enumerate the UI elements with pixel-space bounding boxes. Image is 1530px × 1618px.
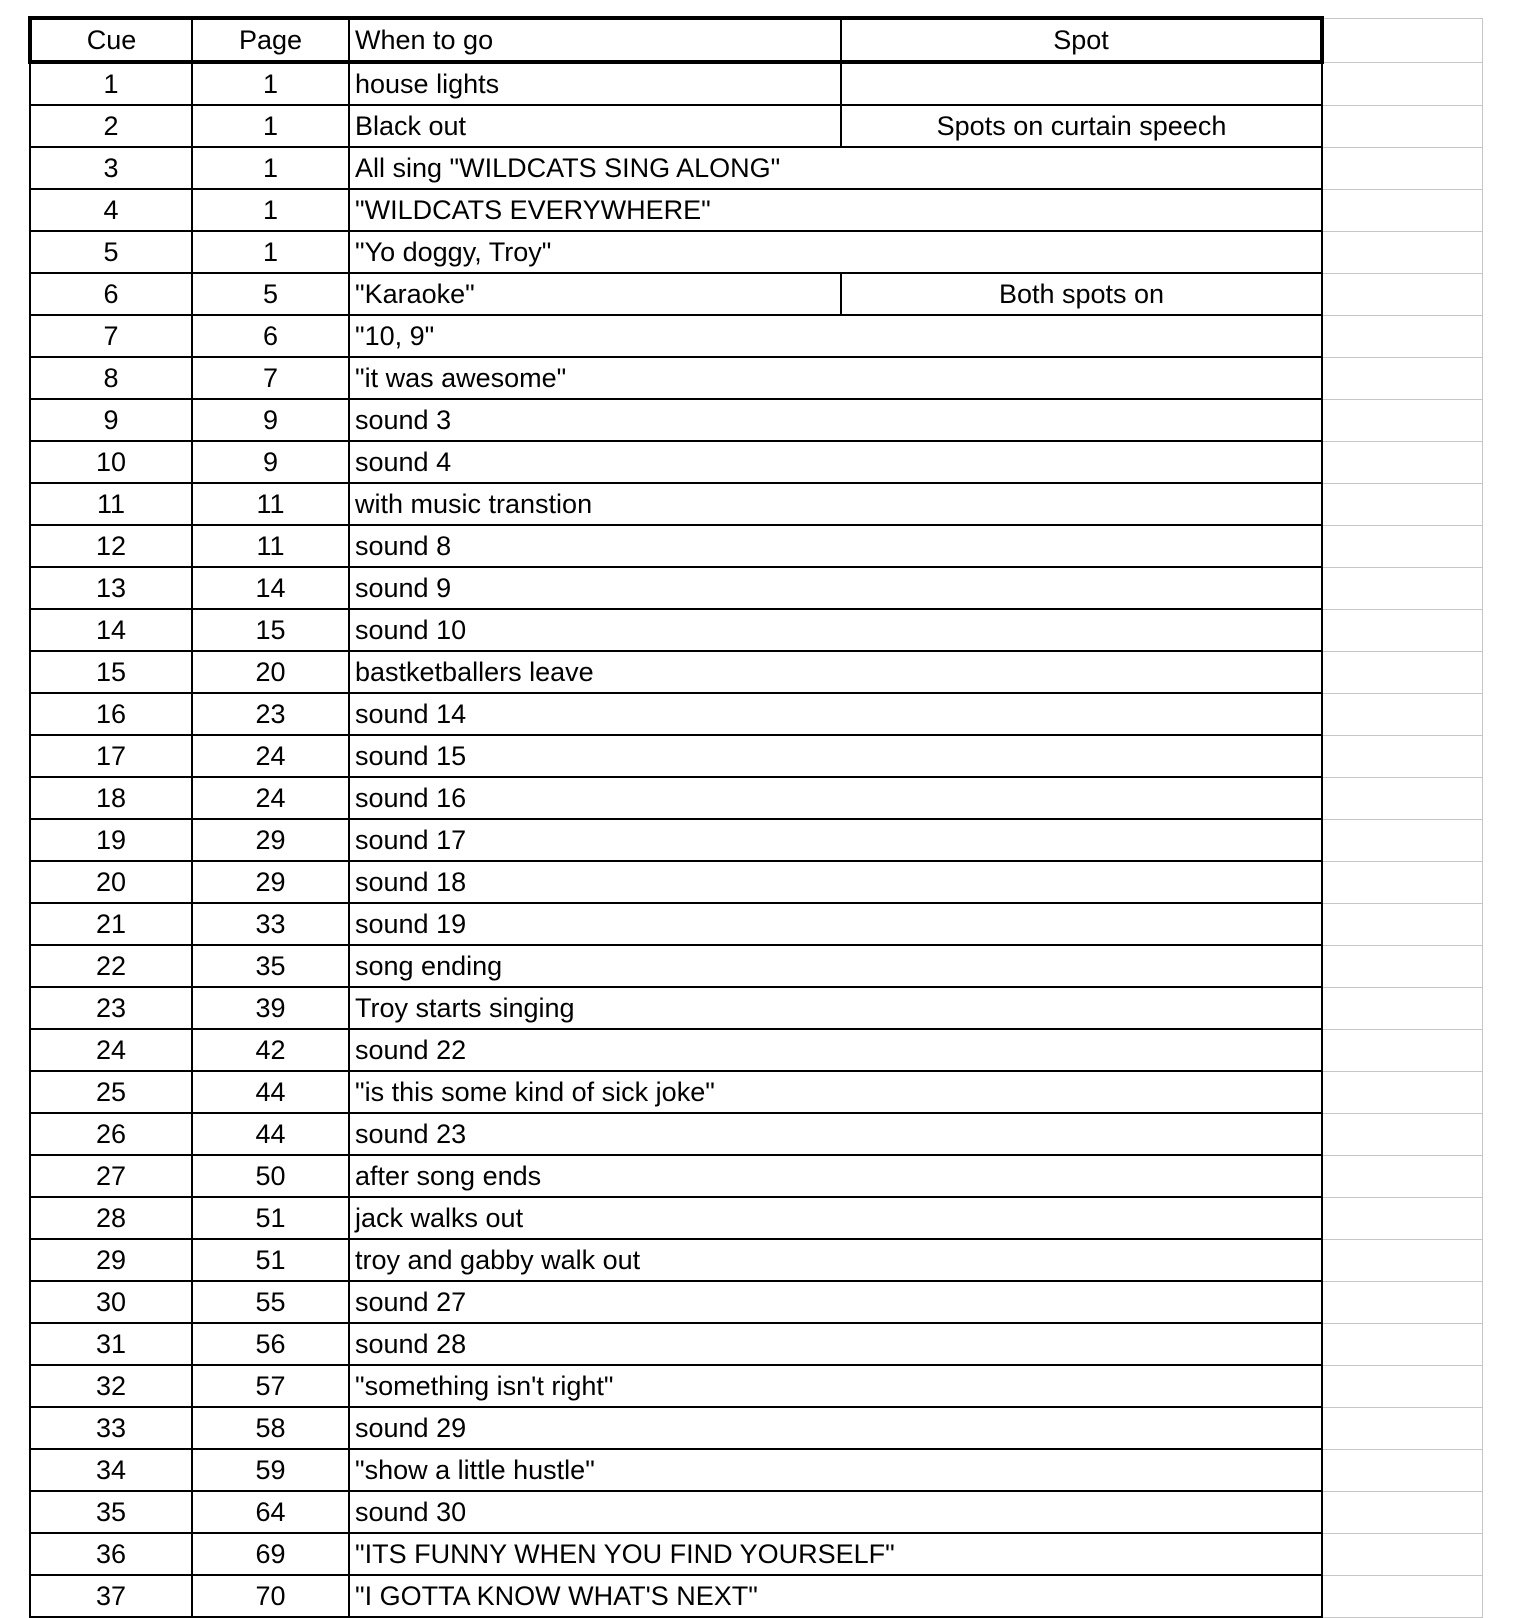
header-when-to-go[interactable]: When to go xyxy=(349,18,841,62)
when-to-go-cell[interactable]: Black out xyxy=(349,105,841,147)
table-row xyxy=(30,567,1483,609)
page-number-cell[interactable]: 44 xyxy=(192,1071,349,1113)
page-number-cell[interactable]: 69 xyxy=(192,1533,349,1575)
cue-number-cell[interactable]: 26 xyxy=(30,1113,192,1155)
page-number-cell[interactable]: 15 xyxy=(192,609,349,651)
empty-cell[interactable] xyxy=(1322,567,1483,609)
cue-number-cell[interactable]: 32 xyxy=(30,1365,192,1407)
empty-cell[interactable] xyxy=(1322,777,1483,819)
table-row xyxy=(30,1491,1483,1533)
table-row xyxy=(30,1323,1483,1365)
cue-number-cell[interactable]: 2 xyxy=(30,105,192,147)
cue-number-cell[interactable]: 11 xyxy=(30,483,192,525)
when-to-go-cell[interactable]: sound 29 xyxy=(349,1407,1322,1449)
header-spot[interactable]: Spot xyxy=(841,18,1322,62)
table-row xyxy=(30,399,1483,441)
cue-number-cell[interactable]: 17 xyxy=(30,735,192,777)
empty-cell[interactable] xyxy=(1322,189,1483,231)
cue-number-cell[interactable]: 29 xyxy=(30,1239,192,1281)
page-number-cell[interactable]: 23 xyxy=(192,693,349,735)
table-row xyxy=(30,1239,1483,1281)
cue-number-cell[interactable]: 22 xyxy=(30,945,192,987)
table-row xyxy=(30,1197,1483,1239)
page-number-cell[interactable]: 51 xyxy=(192,1239,349,1281)
table-row xyxy=(30,1029,1483,1071)
when-to-go-cell[interactable]: house lights xyxy=(349,62,841,105)
when-to-go-cell[interactable]: sound 8 xyxy=(349,525,1322,567)
page-number-cell[interactable]: 44 xyxy=(192,1113,349,1155)
table-row xyxy=(30,441,1483,483)
cue-number-cell[interactable]: 12 xyxy=(30,525,192,567)
table-row xyxy=(30,903,1483,945)
when-to-go-cell[interactable]: "is this some kind of sick joke" xyxy=(349,1071,1322,1113)
when-to-go-cell[interactable]: sound 14 xyxy=(349,693,1322,735)
empty-cell[interactable] xyxy=(1322,735,1483,777)
page-number-cell[interactable]: 51 xyxy=(192,1197,349,1239)
when-to-go-cell[interactable]: sound 4 xyxy=(349,441,1322,483)
cue-number-cell[interactable]: 4 xyxy=(30,189,192,231)
cue-number-cell[interactable]: 18 xyxy=(30,777,192,819)
cue-sheet xyxy=(28,16,1483,1618)
when-to-go-cell[interactable]: sound 30 xyxy=(349,1491,1322,1533)
when-to-go-cell[interactable]: sound 15 xyxy=(349,735,1322,777)
cue-number-cell[interactable]: 28 xyxy=(30,1197,192,1239)
when-to-go-cell[interactable]: "show a little hustle" xyxy=(349,1449,1322,1491)
page-number-cell[interactable]: 1 xyxy=(192,105,349,147)
empty-cell[interactable] xyxy=(1322,315,1483,357)
empty-cell[interactable] xyxy=(1322,1071,1483,1113)
empty-cell[interactable] xyxy=(1322,1491,1483,1533)
empty-cell[interactable] xyxy=(1322,62,1483,105)
when-to-go-cell[interactable]: troy and gabby walk out xyxy=(349,1239,1322,1281)
page-number-cell[interactable]: 24 xyxy=(192,735,349,777)
when-to-go-cell[interactable]: sound 28 xyxy=(349,1323,1322,1365)
page-number-cell[interactable]: 29 xyxy=(192,861,349,903)
page-number-cell[interactable]: 14 xyxy=(192,567,349,609)
spot-cell[interactable]: Spots on curtain speech xyxy=(841,105,1322,147)
when-to-go-cell[interactable]: sound 19 xyxy=(349,903,1322,945)
spot-cell[interactable] xyxy=(841,62,1322,105)
header-cue[interactable]: Cue xyxy=(30,18,192,62)
empty-cell[interactable] xyxy=(1322,609,1483,651)
when-to-go-cell[interactable]: "10, 9" xyxy=(349,315,1322,357)
page-number-cell[interactable]: 1 xyxy=(192,231,349,273)
when-to-go-cell[interactable]: sound 27 xyxy=(349,1281,1322,1323)
cue-number-cell[interactable]: 34 xyxy=(30,1449,192,1491)
empty-cell[interactable] xyxy=(1322,231,1483,273)
header-row xyxy=(30,18,1483,62)
empty-cell[interactable] xyxy=(1322,1113,1483,1155)
cue-number-cell[interactable]: 14 xyxy=(30,609,192,651)
empty-cell[interactable] xyxy=(1322,1323,1483,1365)
table-row xyxy=(30,693,1483,735)
cue-number-cell[interactable]: 7 xyxy=(30,315,192,357)
page-number-cell[interactable]: 64 xyxy=(192,1491,349,1533)
table-row xyxy=(30,483,1483,525)
when-to-go-cell[interactable]: sound 10 xyxy=(349,609,1322,651)
when-to-go-cell[interactable]: "it was awesome" xyxy=(349,357,1322,399)
empty-cell[interactable] xyxy=(1322,1155,1483,1197)
table-row xyxy=(30,1071,1483,1113)
table-row xyxy=(30,231,1483,273)
cue-number-cell[interactable]: 33 xyxy=(30,1407,192,1449)
table-row xyxy=(30,987,1483,1029)
empty-cell[interactable] xyxy=(1322,441,1483,483)
empty-cell[interactable] xyxy=(1322,525,1483,567)
page-number-cell[interactable]: 29 xyxy=(192,819,349,861)
when-to-go-cell[interactable]: sound 23 xyxy=(349,1113,1322,1155)
when-to-go-cell[interactable]: "I GOTTA KNOW WHAT'S NEXT" xyxy=(349,1575,1322,1617)
empty-cell[interactable] xyxy=(1322,357,1483,399)
table-row xyxy=(30,819,1483,861)
cue-number-cell[interactable]: 31 xyxy=(30,1323,192,1365)
page-number-cell[interactable]: 9 xyxy=(192,441,349,483)
empty-cell[interactable] xyxy=(1322,693,1483,735)
cue-number-cell[interactable]: 9 xyxy=(30,399,192,441)
when-to-go-cell[interactable]: sound 9 xyxy=(349,567,1322,609)
empty-cell[interactable] xyxy=(1322,1239,1483,1281)
table-row xyxy=(30,147,1483,189)
page-number-cell[interactable]: 11 xyxy=(192,525,349,567)
header-page[interactable]: Page xyxy=(192,18,349,62)
page-number-cell[interactable]: 42 xyxy=(192,1029,349,1071)
empty-cell[interactable] xyxy=(1322,1197,1483,1239)
table-row xyxy=(30,1155,1483,1197)
page-number-cell[interactable]: 5 xyxy=(192,273,349,315)
table-row xyxy=(30,62,1483,105)
when-to-go-cell[interactable]: "WILDCATS EVERYWHERE" xyxy=(349,189,1322,231)
cue-number-cell[interactable]: 35 xyxy=(30,1491,192,1533)
cue-number-cell[interactable]: 13 xyxy=(30,567,192,609)
empty-cell[interactable] xyxy=(1322,1575,1483,1617)
empty-cell[interactable] xyxy=(1322,1533,1483,1575)
table-row xyxy=(30,945,1483,987)
table-row xyxy=(30,525,1483,567)
page-number-cell[interactable]: 11 xyxy=(192,483,349,525)
cue-number-cell[interactable]: 3 xyxy=(30,147,192,189)
empty-cell[interactable] xyxy=(1322,1365,1483,1407)
empty-cell[interactable] xyxy=(1322,1449,1483,1491)
empty-cell[interactable] xyxy=(1322,483,1483,525)
table-row xyxy=(30,861,1483,903)
empty-cell[interactable] xyxy=(1322,1407,1483,1449)
table-row xyxy=(30,189,1483,231)
empty-cell[interactable] xyxy=(1322,819,1483,861)
empty-cell[interactable] xyxy=(1322,18,1483,62)
page-number-cell[interactable]: 7 xyxy=(192,357,349,399)
cue-number-cell[interactable]: 10 xyxy=(30,441,192,483)
when-to-go-cell[interactable]: "Yo doggy, Troy" xyxy=(349,231,1322,273)
when-to-go-cell[interactable]: All sing "WILDCATS SING ALONG" xyxy=(349,147,1322,189)
empty-cell[interactable] xyxy=(1322,273,1483,315)
table-row xyxy=(30,357,1483,399)
cue-number-cell[interactable]: 15 xyxy=(30,651,192,693)
page-number-cell[interactable]: 6 xyxy=(192,315,349,357)
page-number-cell[interactable]: 1 xyxy=(192,62,349,105)
empty-cell[interactable] xyxy=(1322,1029,1483,1071)
cue-number-cell[interactable]: 23 xyxy=(30,987,192,1029)
empty-cell[interactable] xyxy=(1322,651,1483,693)
page-number-cell[interactable]: 35 xyxy=(192,945,349,987)
table-row xyxy=(30,1113,1483,1155)
page-number-cell[interactable]: 55 xyxy=(192,1281,349,1323)
cue-number-cell[interactable]: 8 xyxy=(30,357,192,399)
page-number-cell[interactable]: 1 xyxy=(192,147,349,189)
table-row xyxy=(30,1575,1483,1617)
when-to-go-cell[interactable]: sound 3 xyxy=(349,399,1322,441)
table-row xyxy=(30,651,1483,693)
empty-cell[interactable] xyxy=(1322,147,1483,189)
table-row xyxy=(30,735,1483,777)
cue-number-cell[interactable]: 1 xyxy=(30,62,192,105)
cue-number-cell[interactable]: 6 xyxy=(30,273,192,315)
table-row xyxy=(30,1449,1483,1491)
cue-number-cell[interactable]: 37 xyxy=(30,1575,192,1617)
empty-cell[interactable] xyxy=(1322,945,1483,987)
when-to-go-cell[interactable]: with music transtion xyxy=(349,483,1322,525)
page-number-cell[interactable]: 59 xyxy=(192,1449,349,1491)
empty-cell[interactable] xyxy=(1322,399,1483,441)
when-to-go-cell[interactable]: song ending xyxy=(349,945,1322,987)
page-number-cell[interactable]: 33 xyxy=(192,903,349,945)
when-to-go-cell[interactable]: Troy starts singing xyxy=(349,987,1322,1029)
page-number-cell[interactable]: 39 xyxy=(192,987,349,1029)
page-number-cell[interactable]: 58 xyxy=(192,1407,349,1449)
cue-number-cell[interactable]: 27 xyxy=(30,1155,192,1197)
page-number-cell[interactable]: 50 xyxy=(192,1155,349,1197)
when-to-go-cell[interactable]: sound 18 xyxy=(349,861,1322,903)
table-row xyxy=(30,315,1483,357)
table-row xyxy=(30,1407,1483,1449)
when-to-go-cell[interactable]: after song ends xyxy=(349,1155,1322,1197)
cue-number-cell[interactable]: 5 xyxy=(30,231,192,273)
spot-cell[interactable]: Both spots on xyxy=(841,273,1322,315)
cue-number-cell[interactable]: 16 xyxy=(30,693,192,735)
page-number-cell[interactable]: 9 xyxy=(192,399,349,441)
table-row xyxy=(30,609,1483,651)
when-to-go-cell[interactable]: jack walks out xyxy=(349,1197,1322,1239)
cue-number-cell[interactable]: 19 xyxy=(30,819,192,861)
page-number-cell[interactable]: 24 xyxy=(192,777,349,819)
table-row xyxy=(30,1365,1483,1407)
cue-number-cell[interactable]: 36 xyxy=(30,1533,192,1575)
page-number-cell[interactable]: 70 xyxy=(192,1575,349,1617)
table-row xyxy=(30,105,1483,147)
table-row xyxy=(30,273,1483,315)
page-number-cell[interactable]: 57 xyxy=(192,1365,349,1407)
empty-cell[interactable] xyxy=(1322,105,1483,147)
cue-table xyxy=(28,16,1483,1618)
when-to-go-cell[interactable]: sound 22 xyxy=(349,1029,1322,1071)
when-to-go-cell[interactable]: sound 16 xyxy=(349,777,1322,819)
empty-cell[interactable] xyxy=(1322,861,1483,903)
table-row xyxy=(30,1533,1483,1575)
cue-number-cell[interactable]: 20 xyxy=(30,861,192,903)
cue-number-cell[interactable]: 21 xyxy=(30,903,192,945)
table-row xyxy=(30,1281,1483,1323)
empty-cell[interactable] xyxy=(1322,987,1483,1029)
cue-number-cell[interactable]: 24 xyxy=(30,1029,192,1071)
cue-number-cell[interactable]: 25 xyxy=(30,1071,192,1113)
empty-cell[interactable] xyxy=(1322,1281,1483,1323)
page-number-cell[interactable]: 1 xyxy=(192,189,349,231)
when-to-go-cell[interactable]: "something isn't right" xyxy=(349,1365,1322,1407)
page-number-cell[interactable]: 56 xyxy=(192,1323,349,1365)
empty-cell[interactable] xyxy=(1322,903,1483,945)
when-to-go-cell[interactable]: "Karaoke" xyxy=(349,273,841,315)
when-to-go-cell[interactable]: "ITS FUNNY WHEN YOU FIND YOURSELF" xyxy=(349,1533,1322,1575)
page-number-cell[interactable]: 20 xyxy=(192,651,349,693)
table-row xyxy=(30,777,1483,819)
cue-number-cell[interactable]: 30 xyxy=(30,1281,192,1323)
when-to-go-cell[interactable]: bastketballers leave xyxy=(349,651,1322,693)
when-to-go-cell[interactable]: sound 17 xyxy=(349,819,1322,861)
